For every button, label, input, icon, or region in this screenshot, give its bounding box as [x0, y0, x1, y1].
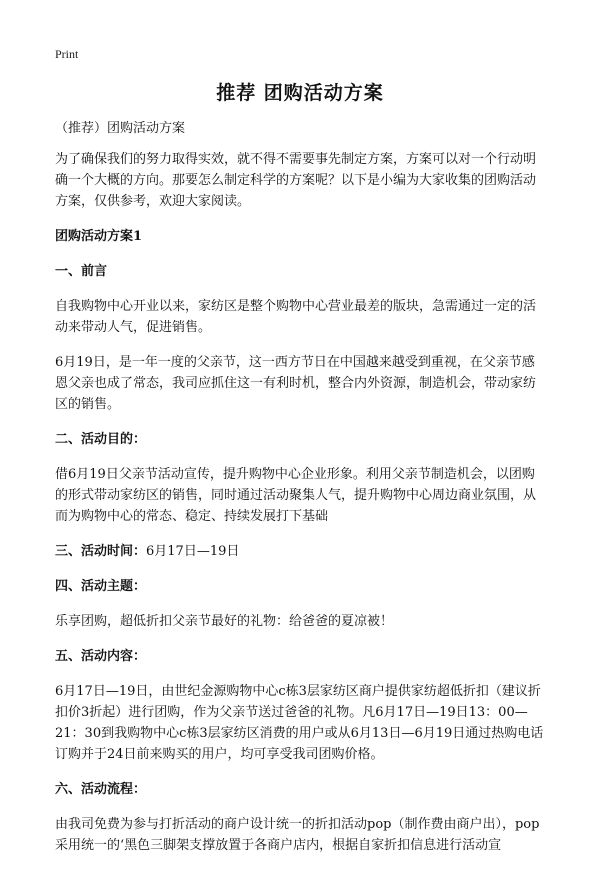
intro-paragraph: 为了确保我们的努力取得实效，就不得不需要事先制定方案，方案可以对一个行动明确一个大概的方向。那要怎么制定科学的方案呢？以下是小编为大家收集的团购活动方案，仅供参考，欢迎大家阅读。 [55, 152, 537, 209]
time-value: 6月17日—19日 [146, 544, 240, 559]
content-paragraph: 6月17日—19日，由世纪金源购物中心c栋3层家纺区商户提供家纺超低折扣（建议折扣价3折起）进行团购，作为父亲节送过爸爸的礼物。凡6月17日—19日13：00—21：30到我购物中心c栋3层家纺区消费的用户或从6月13日—6月19日通过热购电话订购并于24日前来购买的用户，均可享受我司团购价格。 [55, 684, 544, 762]
process-paragraph: 由我司免费为参与打折活动的商户设计统一的折扣活动pop（制作费由商户出），pop采用统一的‘黑色三脚架支撑放置于各商户店内，根据自家折扣信息进行活动宣 [55, 817, 540, 853]
document-body [55, 118, 547, 870]
purpose-heading: 二、活动目的： [55, 432, 147, 447]
plan-title: 团购活动方案1 [55, 229, 143, 244]
time-heading [55, 541, 547, 562]
document-subtitle: （推荐）团购活动方案 [55, 121, 186, 136]
process-heading: 六、活动流程： [55, 782, 147, 797]
preface-paragraph-1: 自我购物中心开业以来，家纺区是整个购物中心营业最差的版块，急需通过一定的活动来带动人气，促进销售。 [55, 299, 537, 335]
preface-paragraph-2: 6月19日，是一年一度的父亲节，这一西方节日在中国越来越受到重视，在父亲节感恩父亲也成了常态，我司应抓住这一有利时机，整合内外资源，制造机会，带动家纺区的销售。 [55, 355, 537, 412]
page-title: 推荐 团购活动方案 [216, 82, 384, 104]
theme-heading: 四、活动主题： [55, 579, 147, 594]
print-link[interactable]: Print [55, 47, 79, 61]
purpose-paragraph: 借6月19日父亲节活动宣传，提升购物中心企业形象。利用父亲节制造机会，以团购的形式带动家纺区的销售，同时通过活动聚集人气，提升购物中心周边商业氛围，从而为购物中心的常态、稳定、持续发展打下基础 [55, 467, 537, 524]
preface-heading: 一、前言 [55, 264, 108, 279]
time-heading-label: 三、活动时间： [55, 544, 147, 559]
theme-paragraph: 乐享团购，超低折扣父亲节最好的礼物：给爸爸的夏凉被！ [55, 614, 394, 629]
content-heading: 五、活动内容： [55, 649, 147, 664]
